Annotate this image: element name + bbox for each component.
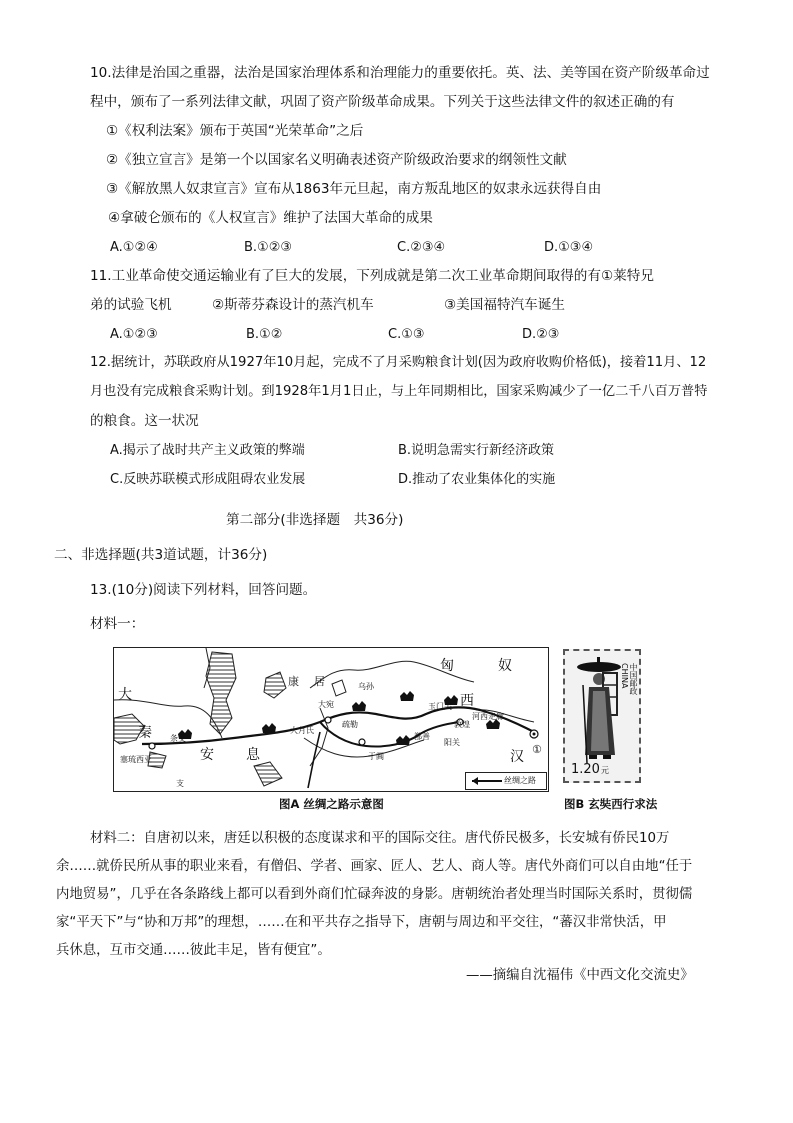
map-label-zhi: 支 — [176, 779, 184, 788]
material2-line2: 余……就侨民所从事的职业来看，有僧侣、学者、画家、匠人、艺人、商人等。唐代外商们可以自由地“任于 — [56, 859, 693, 874]
map-label-tiaozhi: 条支 — [170, 734, 186, 743]
map-label-hexi: 河西走廊 — [472, 712, 504, 721]
map-label-yangguan: 阳关 — [444, 738, 460, 747]
caption-figure-a: 图A 丝绸之路示意图 — [279, 797, 384, 811]
material2-line4: 家“平天下”与“协和万邦”的理想，……在和平共存之指导下，唐朝与周边和平交往，“蕃汉非常快活，甲 — [56, 915, 667, 930]
map-label-han: 汉 — [510, 749, 524, 765]
q11-item-3: ③美国福特汽车诞生 — [444, 297, 565, 313]
q10-option-a: A.①②④ — [110, 240, 158, 255]
material1-label: 材料一： — [90, 616, 145, 632]
q10-item-1: ①《权利法案》颁布于英国“光荣革命”之后 — [106, 123, 364, 139]
material2-source: ——摘编自沈福伟《中西文化交流史》 — [466, 968, 694, 983]
q11-option-c: C.①③ — [388, 327, 425, 342]
q11-item-2: ②斯蒂芬森设计的蒸汽机车 — [212, 297, 374, 313]
material2-line1: 材料二：自唐初以来，唐廷以积极的态度谋求和平的国际交往。唐代侨民极多，长安城有侨民10万 — [90, 831, 670, 846]
q13-stem: 13.(10分)阅读下列材料，回答问题。 — [90, 582, 317, 598]
q10-item-3: ③《解放黑人奴隶宣言》宣布从1863年元旦起，南方叛乱地区的奴隶永远获得自由 — [106, 181, 602, 197]
map-label-circle-num: ① — [532, 743, 542, 756]
stamp-country: 中国邮政 — [629, 663, 638, 695]
map-label-shanshan: 鄯善 — [414, 732, 430, 741]
q10-option-d: D.①③④ — [544, 240, 594, 255]
section2-title: 二、非选择题(共3道试题，计36分) — [54, 547, 268, 563]
map-label-da: 大 — [118, 687, 132, 703]
map-legend — [465, 772, 547, 790]
part2-title: 第二部分(非选择题 共36分) — [226, 512, 404, 528]
legend-label: 丝绸之路 — [504, 776, 536, 785]
caption-figure-b: 图B 玄奘西行求法 — [564, 797, 658, 811]
stamp-unit: 元 — [601, 766, 609, 775]
map-label-dunhuang: 敦煌 — [454, 720, 470, 729]
q11-option-d: D.②③ — [522, 327, 560, 342]
map-label-dayuezhi: 大月氏 — [290, 726, 314, 735]
map-label-yumenguan: 玉门关 — [428, 702, 452, 711]
map-label-wusun: 乌孙 — [358, 682, 374, 691]
xuanzang-stamp — [563, 649, 641, 783]
silk-road-map — [113, 647, 549, 792]
q11-item-1: 弟的试验飞机 — [90, 297, 172, 313]
q12-option-a: A.揭示了战时共产主义政策的弊端 — [110, 443, 305, 458]
q10-item-4: ④拿破仑颁布的《人权宣言》维护了法国大革命的成果 — [108, 210, 433, 226]
q11-stem-line1: 11.工业革命使交通运输业有了巨大的发展，下列成就是第二次工业革命期间取得的有①莱特兄 — [90, 268, 654, 284]
map-label-dawan: 大宛 — [318, 700, 334, 709]
q12-stem-line1: 12.据统计，苏联政府从1927年10月起，完成不了月采购粮食计划(因为政府收购价格低)，接着11月、12 — [90, 355, 707, 370]
q12-stem-line2: 月也没有完成粮食采购计划。到1928年1月1日止，与上年同期相比，国家采购减少了一亿二千八百万普特 — [90, 384, 708, 399]
map-label-kangju-2: 居 — [314, 675, 325, 688]
q12-stem-line3: 的粮食。这一状况 — [90, 413, 199, 429]
stamp-country-en: CHINA — [620, 663, 629, 689]
q12-option-c: C.反映苏联模式形成阻碍农业发展 — [110, 472, 306, 487]
q11-option-a: A.①②③ — [110, 327, 158, 342]
map-label-anxi-2: 息 — [246, 747, 260, 763]
q10-stem-line1: 10.法律是治国之重器，法治是国家治理体系和治理能力的重要依托。英、法、美等国在资产阶级革命过 — [90, 65, 710, 81]
map-label-anxi-1: 安 — [200, 747, 214, 763]
q12-option-d: D.推动了农业集体化的实施 — [398, 472, 556, 487]
map-label-xi: 西 — [460, 693, 474, 709]
map-label-xiongnu-2: 奴 — [498, 658, 512, 674]
q10-option-b: B.①②③ — [244, 240, 293, 255]
q12-option-b: B.说明急需实行新经济政策 — [398, 443, 555, 458]
material2-line3: 内地贸易”，几乎在各条路线上都可以看到外商们忙碌奔波的身影。唐朝统治者处理当时国际关系时，贯彻儒 — [56, 887, 693, 902]
material2-line5: 兵休息，互市交通……彼此丰足，皆有便宜”。 — [56, 943, 331, 958]
map-label-xiongnu-1: 匈 — [440, 658, 454, 674]
q10-option-c: C.②③④ — [397, 240, 446, 255]
q11-option-b: B.①② — [246, 327, 283, 342]
q10-stem-line2: 程中，颁布了一系列法律文献，巩固了资产阶级革命成果。下列关于这些法律文件的叙述正确的有 — [90, 94, 675, 110]
stamp-value: 1.20 — [571, 762, 600, 777]
q10-item-2: ②《独立宣言》是第一个以国家名义明确表述资产阶级政治要求的纲领性文献 — [106, 152, 567, 168]
map-label-shule: 疏勒 — [342, 720, 358, 729]
map-label-saisai: 塞琉西亚 — [120, 755, 152, 764]
map-label-yutian: 于阗 — [368, 752, 384, 761]
map-label-kangju-1: 康 — [288, 675, 299, 688]
map-label-qin: 秦 — [138, 725, 152, 741]
